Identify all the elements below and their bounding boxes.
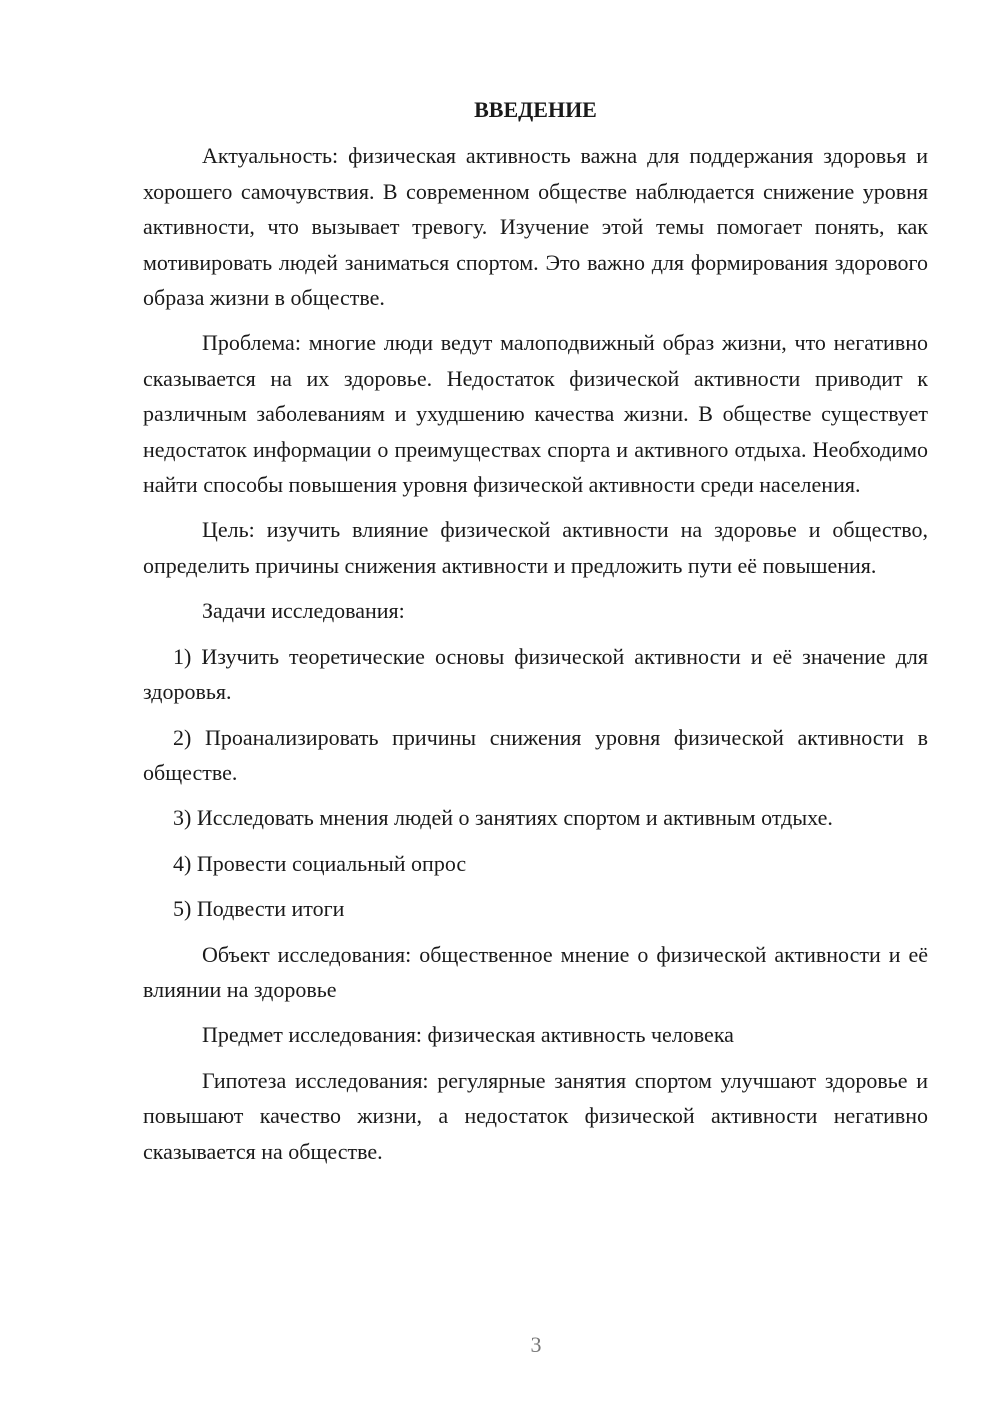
document-body bbox=[143, 92, 928, 1179]
task-item-5: 5) Подвести итоги bbox=[173, 896, 345, 922]
task-item-4: 4) Провести социальный опрос bbox=[173, 850, 467, 876]
tasks-heading: Задачи исследования: bbox=[202, 598, 405, 624]
problem-paragraph: Проблема: многие люди ведут малоподвижный образ жизни, что негативно сказывается на их здоровье. Недостаток физической активности приводит к различным заболеваниям и ухудшению качества жизни. В обществе существует недостаток информации о преимуществах спорта и активного отдыха. Необходимо найти способы повышения уровня физической активности среди населения. bbox=[143, 330, 928, 498]
task-item-3: 3) Исследовать мнения людей о занятиях спортом и активным отдыхе. bbox=[173, 805, 833, 831]
section-heading: ВВЕДЕНИЕ bbox=[474, 97, 597, 122]
relevance-paragraph: Актуальность: физическая активность важна для поддержания здоровья и хорошего самочувствия. В современном обществе наблюдается снижение уровня активности, что вызывает тревогу. Изучение этой темы помогает понять, как мотивировать людей заниматься спортом. Это важно для формирования здорового образа жизни в обществе. bbox=[143, 143, 928, 311]
hypothesis-paragraph: Гипотеза исследования: регулярные занятия спортом улучшают здоровье и повышают качество жизни, а недостаток физической активности негативно сказывается на обществе. bbox=[143, 1067, 928, 1164]
task-item-1: 1) Изучить теоретические основы физической активности и её значение для здоровья. bbox=[143, 643, 928, 705]
object-paragraph: Объект исследования: общественное мнение о физической активности и её влиянии на здоровье bbox=[143, 941, 928, 1002]
goal-paragraph: Цель: изучить влияние физической активности на здоровье и общество, определить причины снижения активности и предложить пути её повышения. bbox=[143, 517, 928, 578]
subject-paragraph: Предмет исследования: физическая активность человека bbox=[202, 1022, 734, 1048]
task-item-2: 2) Проанализировать причины снижения уровня физической активности в обществе. bbox=[143, 724, 928, 785]
page-number: 3 bbox=[530, 1332, 542, 1357]
